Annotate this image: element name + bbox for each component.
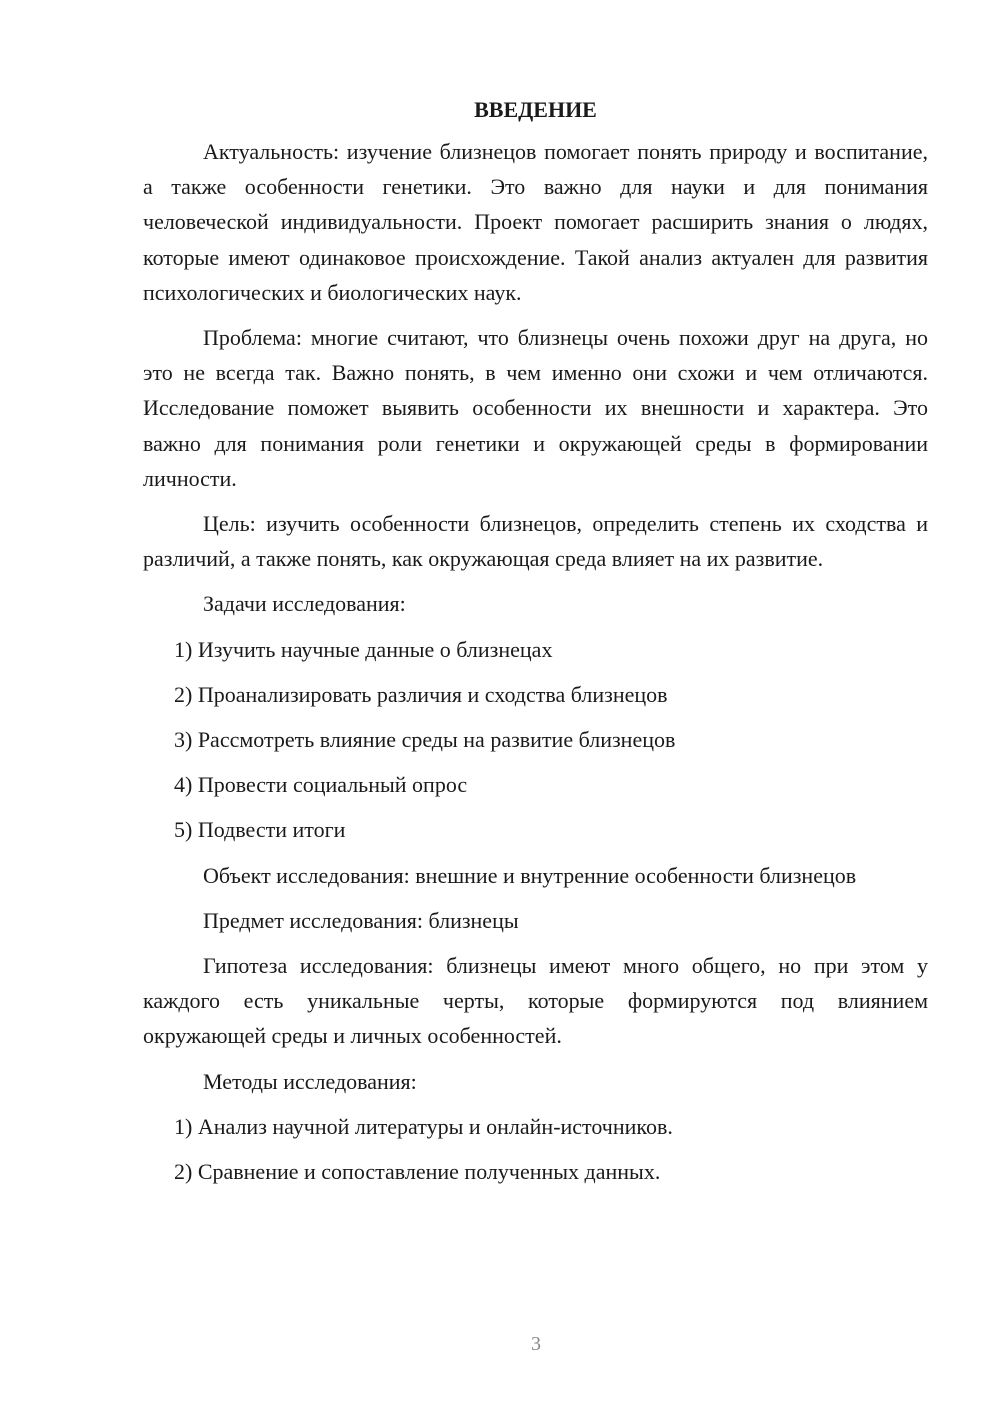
tasks-label: Задачи исследования: bbox=[203, 591, 406, 617]
problem-paragraph: Проблема: многие считают, что близнецы очень похожи друг на друга, но это не всегда так. Важно понять, в чем именно они схожи и чем отличаются. Исследование поможет выявить особенности их внешности и характера. Это важно для понимания роли генетики и окружающей среды в формировании личности. bbox=[143, 325, 928, 491]
task-item: 2) Проанализировать различия и сходства близнецов bbox=[174, 681, 668, 707]
method-item: 2) Сравнение и сопоставление полученных данных. bbox=[174, 1159, 661, 1185]
section-heading: ВВЕДЕНИЕ bbox=[474, 97, 597, 122]
task-item: 5) Подвести итоги bbox=[174, 817, 346, 843]
object-paragraph: Объект исследования: внешние и внутренние особенности близнецов bbox=[203, 862, 857, 888]
page-number: 3 bbox=[531, 1333, 541, 1355]
methods-label: Методы исследования: bbox=[203, 1068, 417, 1094]
task-item: 4) Провести социальный опрос bbox=[174, 772, 468, 798]
task-item: 1) Изучить научные данные о близнецах bbox=[174, 636, 553, 662]
goal-paragraph: Цель: изучить особенности близнецов, определить степень их сходства и различий, а также понять, как окружающая среда влияет на их развитие. bbox=[143, 511, 928, 572]
task-item: 3) Рассмотреть влияние среды на развитие близнецов bbox=[174, 727, 676, 753]
method-item: 1) Анализ научной литературы и онлайн-источников. bbox=[174, 1113, 673, 1139]
relevance-paragraph: Актуальность: изучение близнецов помогает понять природу и воспитание, а также особенности генетики. Это важно для науки и для понимания человеческой индивидуальности. Проект помогает расширить знания о людях, которые имеют одинаковое происхождение. Такой анализ актуален для развития психологических и биологических наук. bbox=[143, 139, 928, 305]
subject-paragraph: Предмет исследования: близнецы bbox=[203, 907, 519, 933]
hypothesis-paragraph: Гипотеза исследования: близнецы имеют много общего, но при этом у каждого есть уникальные черты, которые формируются под влиянием окружающей среды и личных особенностей. bbox=[143, 953, 928, 1049]
document-page bbox=[143, 92, 928, 1199]
